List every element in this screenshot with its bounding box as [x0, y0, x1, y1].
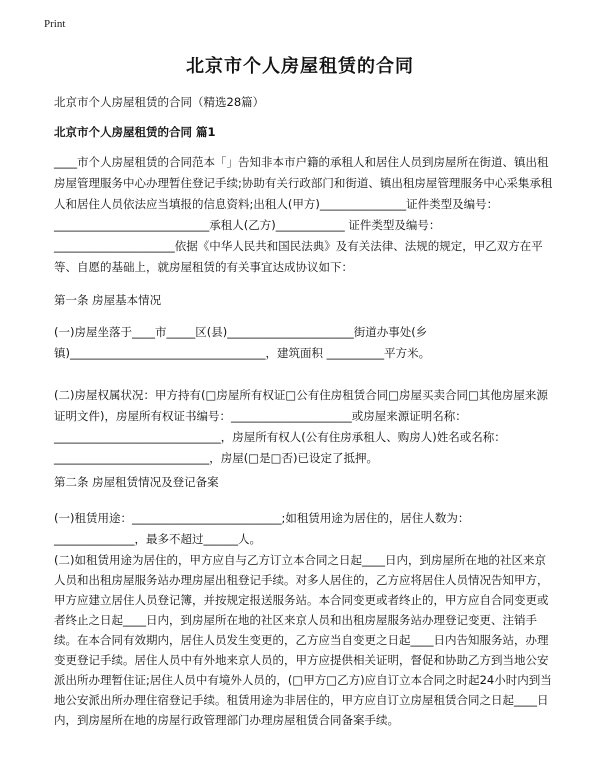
- part-heading: 北京市个人房屋租赁的合同 篇1: [54, 125, 216, 139]
- intro-paragraph: ____市个人房屋租赁的合同范本「」告知非本市户籍的承租人和居住人员到房屋所在街道、镇出租房屋管理服务中心办理暂住登记手续;协助有关行政部门和街道、镇出租房屋管理服务中心采集承租人和居住人员依法应当填报的信息资料;出租人(甲方)_______________证件类型及编号：___________________________承租人(乙方)____________ 证件类型及编号：_____________________依据《中华人民共和国民法典》及有关法律、法规的规定，甲乙双方在平等、自愿的基础上，就房屋租赁的有关事宜达成协议如下：: [54, 155, 553, 274]
- article-2-clause-1a: (一)租赁用途：__________________________;如租赁用途为居住的，居住人数为：: [54, 511, 470, 525]
- document-title: 北京市个人房屋租赁的合同: [186, 56, 414, 77]
- article-2-clause-2: (二)如租赁用途为居住的，甲方应自与乙方订立本合同之日起____日内，到房屋所在地的社区来京人员和出租房屋服务站办理房屋出租登记手续。对多人居住的，乙方应将居住人员情况告知甲方，甲方应建立居住人员登记簿，并按规定报送服务站。本合同变更或者终止的，甲方应自合同变更或者终止之日起____日内，到房屋所在地的社区来京人员和出租房屋服务站办理登记变更、注销手续。在本合同有效期内，居住人员发生变更的，乙方应当自变更之日起____日内告知服务站，办理变更登记手续。居住人员中有外地来京人员的，甲方应提供相关证明，督促和协助乙方到当地公安派出所办理暂住证;居住人员中有境外人员的，(□甲方□乙方)应自订立本合同之时起24小时内到当地公安派出所办理住宿登记手续。租赁用途为非居住的，甲方应自订立房屋租赁合同之日起____日内，到房屋所在地的房屋行政管理部门办理房屋租赁合同备案手续。: [54, 553, 552, 727]
- print-link[interactable]: Print: [44, 18, 66, 30]
- article-2-clause-1b: ______________，最多不超过______人。: [54, 532, 261, 546]
- article-1-title: 第一条 房屋基本情况: [54, 293, 162, 307]
- document-subtitle: 北京市个人房屋租赁的合同（精选28篇）: [54, 95, 265, 109]
- article-2-title: 第二条 房屋租赁情况及登记备案: [54, 475, 219, 489]
- article-1-clause-2: (二)房屋权属状况：甲方持有(□房屋所有权证□公有住房租赁合同□房屋买卖合同□其他房屋来源证明文件)，房屋所有权证书编号：_____________________或房屋来源证明名称：_____________________________，房屋所有权人(公有住房承租人、购房人)姓名或名称：___________________________，房屋(□是□否)已设定了抵押。: [54, 388, 548, 465]
- article-1-clause-1: (一)房屋坐落于____市_____区(县)______________________街道办事处(乡镇)__________________________________，建筑面积 __________平方米。: [54, 325, 431, 360]
